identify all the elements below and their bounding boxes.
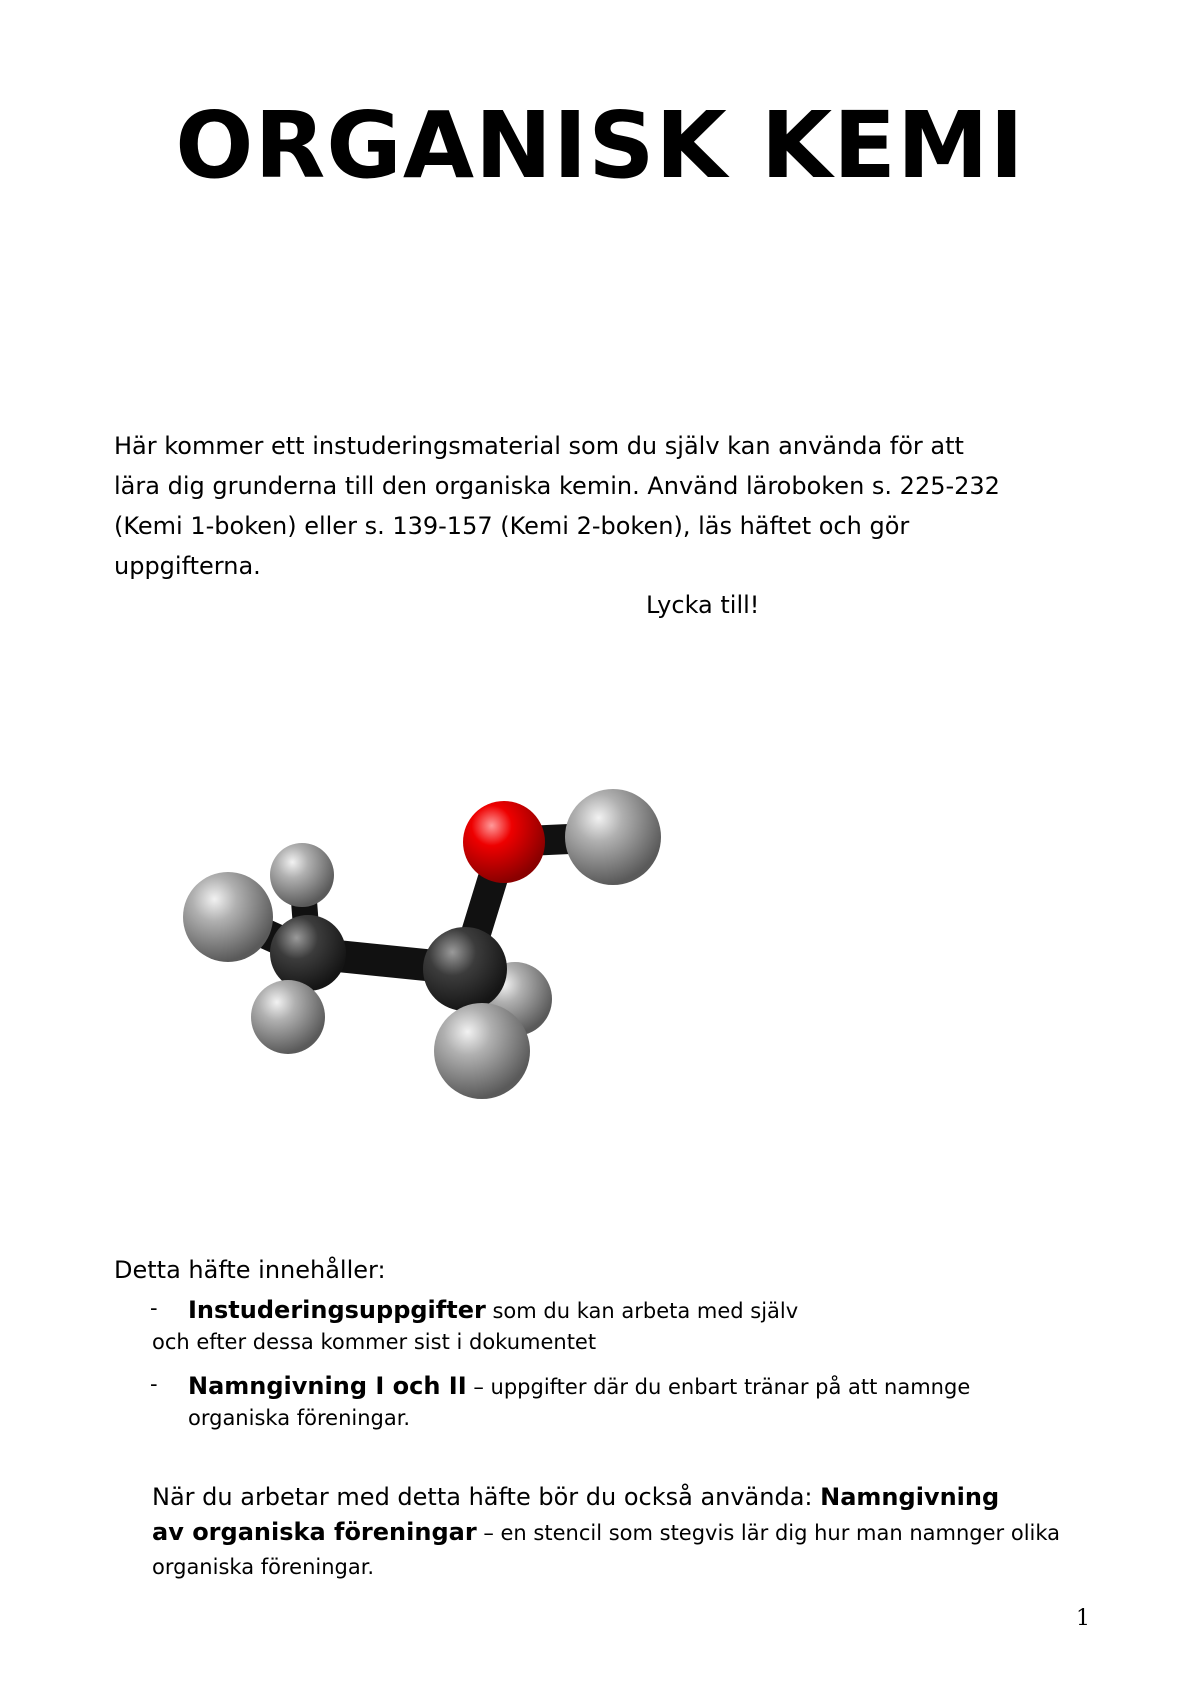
bullet: - xyxy=(150,1372,158,1396)
item-text: som du kan arbeta med själv xyxy=(485,1299,799,1323)
hydrogen-atom xyxy=(434,1003,530,1099)
carbon-atom xyxy=(270,915,346,991)
page-number: 1 xyxy=(1076,1606,1090,1631)
oxygen-atom xyxy=(463,801,545,883)
contents-heading: Detta häfte innehåller: xyxy=(114,1256,386,1284)
item-text: – uppgifter där du enbart tränar på att namnge xyxy=(466,1375,971,1399)
note-text: – en stencil som stegvis lär dig hur man namnger olika xyxy=(476,1521,1061,1545)
greeting-text: Lycka till! xyxy=(646,591,760,619)
intro-paragraph xyxy=(114,426,1094,586)
hydrogen-atom xyxy=(183,872,273,962)
note-paragraph xyxy=(152,1480,1112,1584)
note-line: organiska föreningar. xyxy=(152,1555,375,1579)
bullet: - xyxy=(150,1296,158,1320)
note-lead: När du arbetar med detta häfte bör du också använda: xyxy=(152,1483,821,1511)
hydrogen-atom xyxy=(565,789,661,885)
item-bold-label: Namngivning I och II xyxy=(188,1372,467,1400)
note-bold: Namngivning xyxy=(820,1483,1000,1511)
item-bold-label: Instuderingsuppgifter xyxy=(188,1296,486,1324)
intro-line: Här kommer ett instuderingsmaterial som du själv kan använda för att xyxy=(114,432,964,460)
molecule-svg xyxy=(160,775,720,1145)
hydrogen-atom xyxy=(251,980,325,1054)
item-continuation: organiska föreningar. xyxy=(188,1406,411,1430)
intro-line: (Kemi 1-boken) eller s. 139-157 (Kemi 2-boken), läs häftet och gör xyxy=(114,512,910,540)
carbon-atom xyxy=(423,927,507,1011)
ethanol-molecule-illustration xyxy=(160,775,720,1145)
intro-line: lära dig grunderna till den organiska kemin. Använd läroboken s. 225-232 xyxy=(114,472,1000,500)
hydrogen-atom xyxy=(270,843,334,907)
note-bold: av organiska föreningar xyxy=(152,1518,477,1546)
item-continuation: och efter dessa kommer sist i dokumentet xyxy=(152,1330,597,1354)
intro-line: uppgifterna. xyxy=(114,552,261,580)
page-title: ORGANISK KEMI xyxy=(175,92,1025,199)
